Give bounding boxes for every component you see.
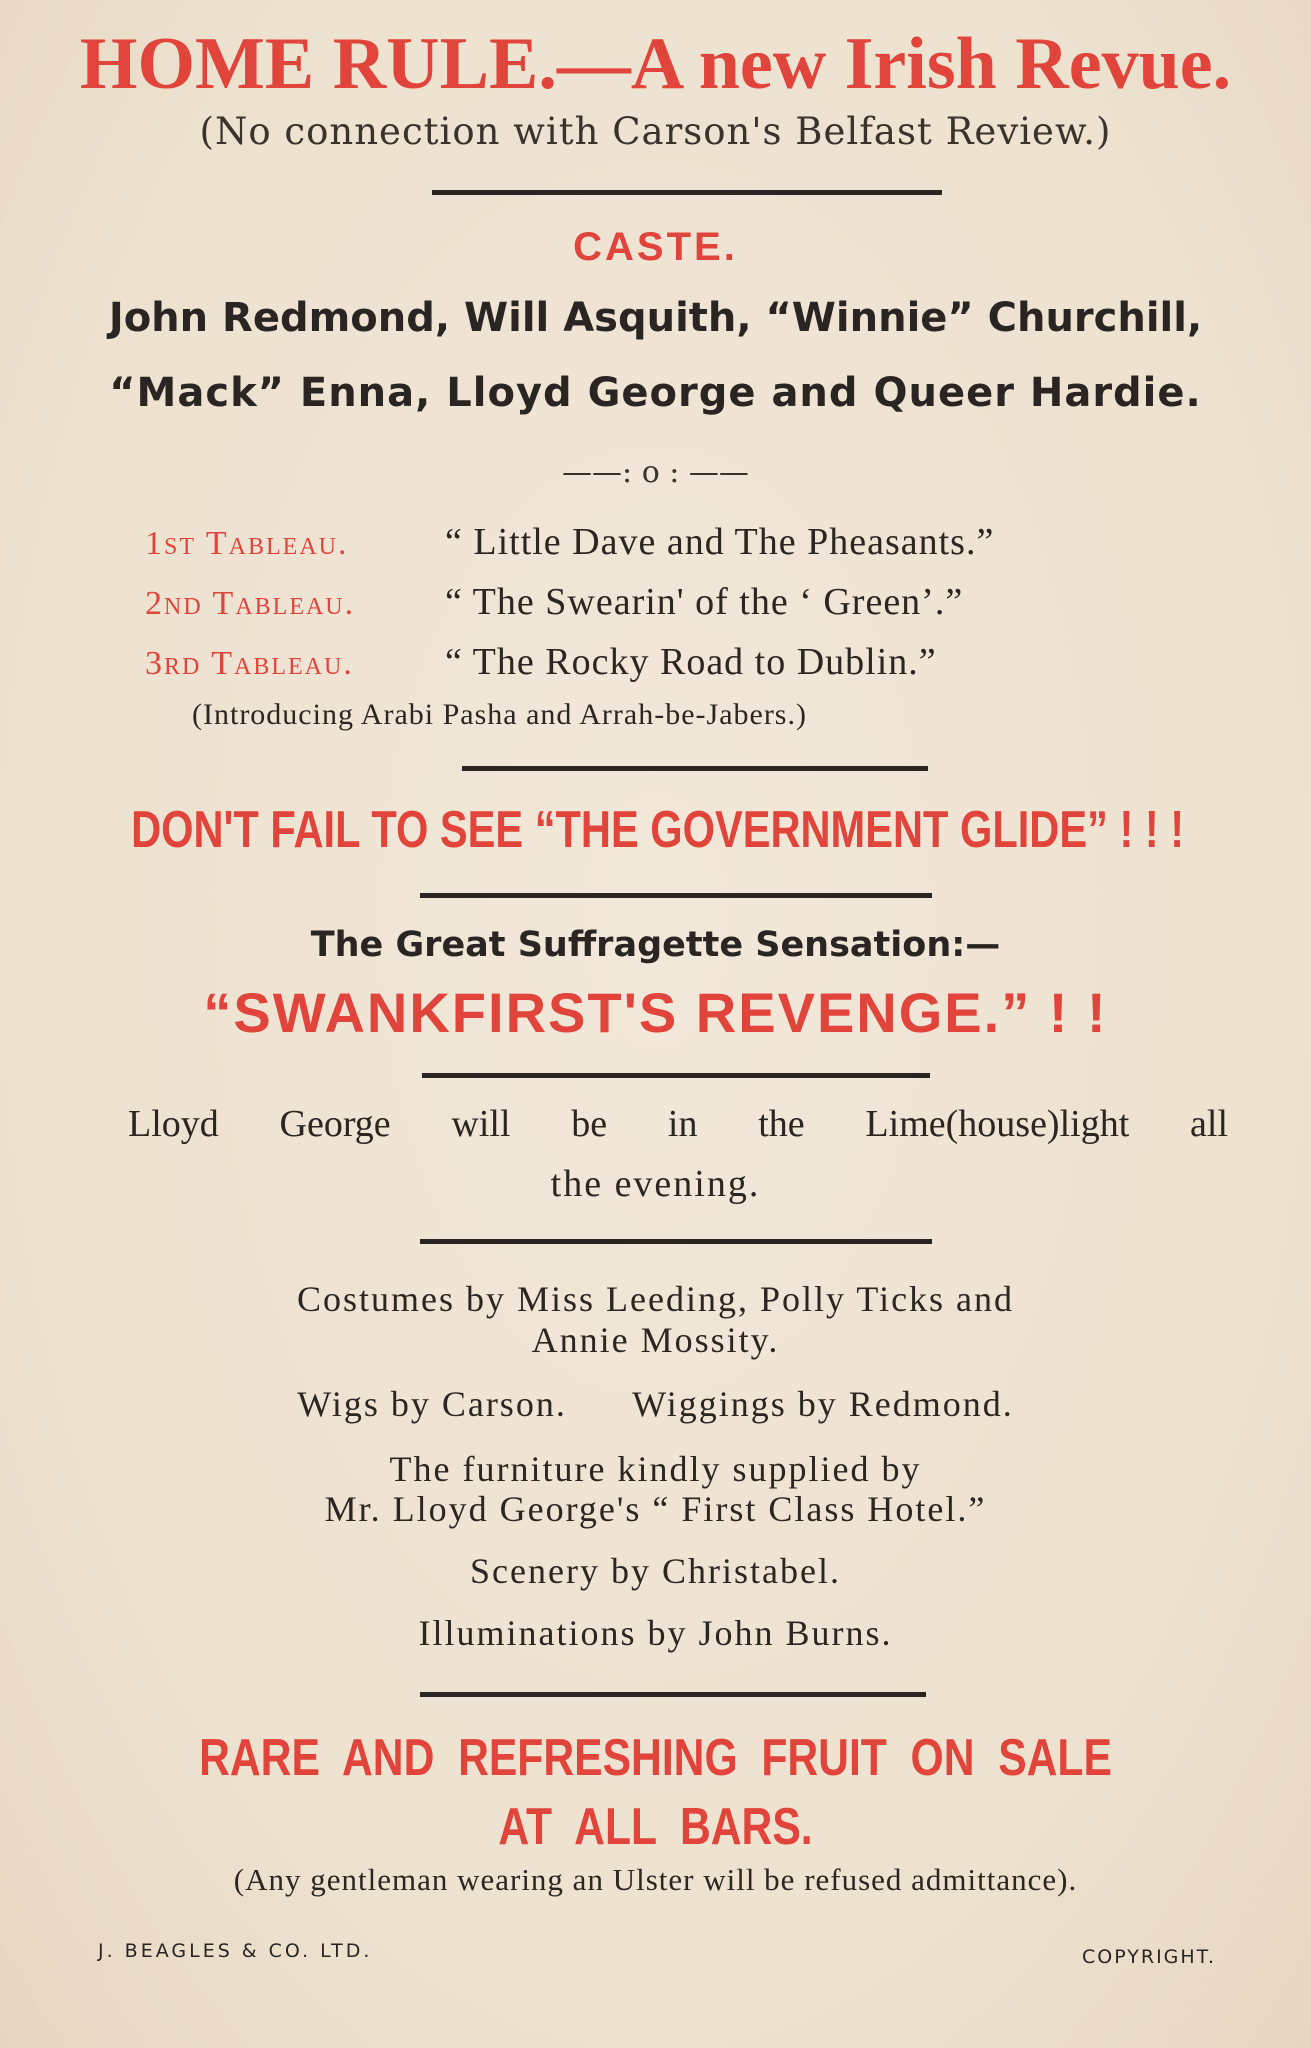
tableau-title: “ Little Dave and The Pheasants.” — [445, 521, 995, 563]
divider-rule — [420, 1692, 926, 1697]
costumes-credit-2: Annie Mossity. — [531, 1320, 780, 1360]
furniture-credit-2: Mr. Lloyd George's “ First Class Hotel.” — [324, 1489, 987, 1529]
tableau-title: “ The Swearin' of the ‘ Green’.” — [445, 581, 964, 623]
scenery-credit: Scenery by Christabel. — [470, 1551, 841, 1591]
illuminations-credit: Illuminations by John Burns. — [418, 1613, 893, 1653]
wigs-credit: Wigs by Carson. Wiggings by Redmond. — [297, 1384, 1014, 1424]
tableau-label: 1st Tableau. — [145, 525, 349, 562]
ornamental-divider: ——: o : —— — [562, 455, 749, 490]
fruit-banner-2: AT ALL BARS. — [498, 1798, 813, 1856]
divider-rule — [422, 1073, 930, 1078]
copyright-notice: COPYRIGHT. — [1082, 1946, 1217, 1968]
tableau-title: “ The Rocky Road to Dublin.” — [445, 641, 937, 683]
revue-subtitle: (No connection with Carson's Belfast Review.) — [199, 110, 1112, 153]
government-glide-banner: DON'T FAIL TO SEE “THE GOVERNMENT GLIDE” ! ! ! — [131, 801, 1185, 859]
ulster-note: (Any gentleman wearing an Ulster will be refused admittance). — [233, 1862, 1078, 1897]
divider-rule — [420, 1239, 932, 1244]
fruit-banner-1: RARE AND REFRESHING FRUIT ON SALE — [199, 1729, 1112, 1787]
printer-imprint: J. BEAGLES & CO. LTD. — [98, 1940, 373, 1962]
divider-rule — [432, 190, 942, 195]
tableau-note: (Introducing Arabi Pasha and Arrah-be-Jabers.) — [192, 698, 807, 731]
tableau-2 — [145, 580, 963, 624]
suffragette-heading: The Great Suffragette Sensation:— — [310, 925, 1001, 965]
limelight-line-2: the evening. — [550, 1163, 761, 1205]
divider-rule — [462, 766, 928, 771]
divider-rule — [420, 893, 932, 898]
revue-title: HOME RULE.—A new Irish Revue. — [79, 23, 1232, 105]
costumes-credit-1: Costumes by Miss Leeding, Polly Ticks and — [296, 1279, 1015, 1319]
tableau-1 — [145, 520, 994, 564]
limelight-line-1: Lloyd George will be in the Lime(house)light all — [128, 1103, 1228, 1145]
cast-line-1: John Redmond, Will Asquith, “Winnie” Churchill, — [108, 295, 1203, 341]
tableau-3 — [145, 640, 937, 684]
tableau-label: 2nd Tableau. — [145, 585, 356, 622]
caste-heading: CASTE. — [573, 225, 738, 269]
swankfirst-title: “SWANKFIRST'S REVENGE.” ! ! — [203, 981, 1108, 1044]
cast-line-2: “Mack” Enna, Lloyd George and Queer Hardie. — [109, 370, 1202, 416]
tableau-label: 3rd Tableau. — [145, 645, 354, 682]
furniture-credit-1: The furniture kindly supplied by — [389, 1449, 922, 1489]
